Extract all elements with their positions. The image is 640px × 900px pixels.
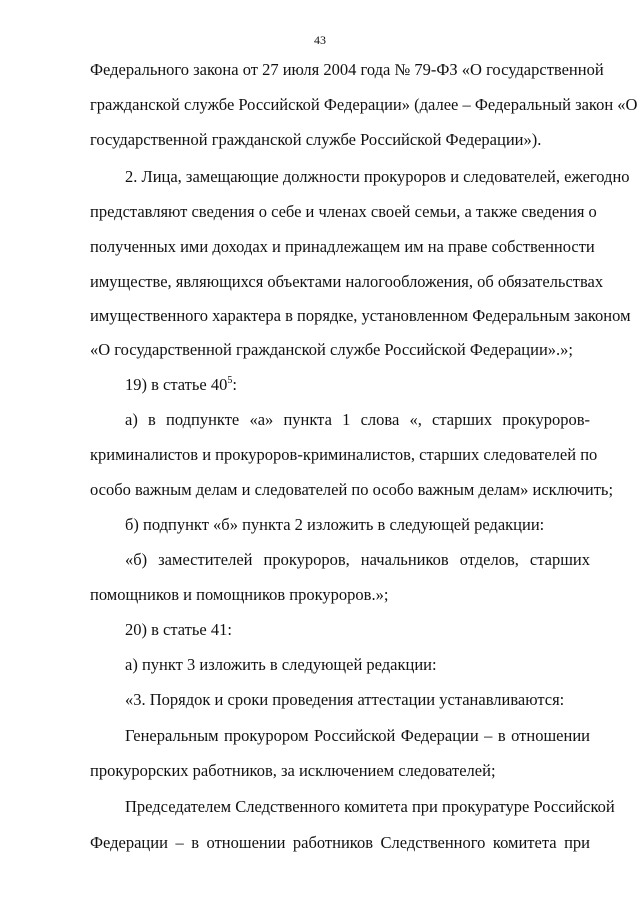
colon: : — [232, 375, 237, 394]
text-line: а) в подпункте «а» пункта 1 слова «, старших прокуроров- — [125, 410, 590, 429]
superscript: 5 — [227, 374, 233, 386]
text-line: «3. Порядок и сроки проведения аттестации устанавливаются: — [125, 690, 565, 709]
text-line: «б) заместителей прокуроров, начальников отделов, старших — [125, 550, 590, 569]
text-line: представляют сведения о себе и членах своей семьи, а также сведения о — [90, 202, 597, 221]
text-line: полученных ими доходах и принадлежащем им на праве собственности — [90, 237, 595, 256]
text-line: имуществе, являющихся объектами налогообложения, об обязательствах — [90, 272, 604, 291]
item-19-text: 19) в статье 40 — [125, 375, 228, 394]
text-line: 20) в статье 41: — [125, 620, 232, 639]
text-line: помощников и помощников прокуроров.»; — [90, 585, 389, 604]
text-line: государственной гражданской службе Российской Федерации»). — [90, 130, 542, 149]
text-line: а) пункт 3 изложить в следующей редакции: — [125, 655, 437, 674]
text-line: 2. Лица, замещающие должности прокуроров и следователей, ежегодно — [125, 167, 630, 186]
text-line: криминалистов и прокуроров-криминалистов, старших следователей по — [90, 445, 598, 464]
text-line: б) подпункт «б» пункта 2 изложить в следующей редакции: — [125, 515, 545, 534]
text-line: имущественного характера в порядке, установленном Федеральным законом — [90, 306, 631, 325]
page-number: 43 — [314, 33, 326, 47]
text-line: прокурорских работников, за исключением следователей; — [90, 761, 496, 780]
text-line — [125, 375, 590, 395]
text-line: Федерального закона от 27 июля 2004 года № 79-ФЗ «О государственной — [90, 60, 604, 79]
text-line: гражданской службе Российской Федерации» (далее – Федеральный закон «О — [90, 95, 638, 114]
text-line: «О государственной гражданской службе Российской Федерации».»; — [90, 340, 573, 359]
text-line: Генеральным прокурором Российской Федерации – в отношении — [125, 726, 590, 745]
text-line: Председателем Следственного комитета при прокуратуре Российской — [125, 797, 615, 816]
text-line: Федерации – в отношении работников Следственного комитета при — [90, 833, 590, 852]
text-line: особо важным делам и следователей по особо важным делам» исключить; — [90, 480, 614, 499]
